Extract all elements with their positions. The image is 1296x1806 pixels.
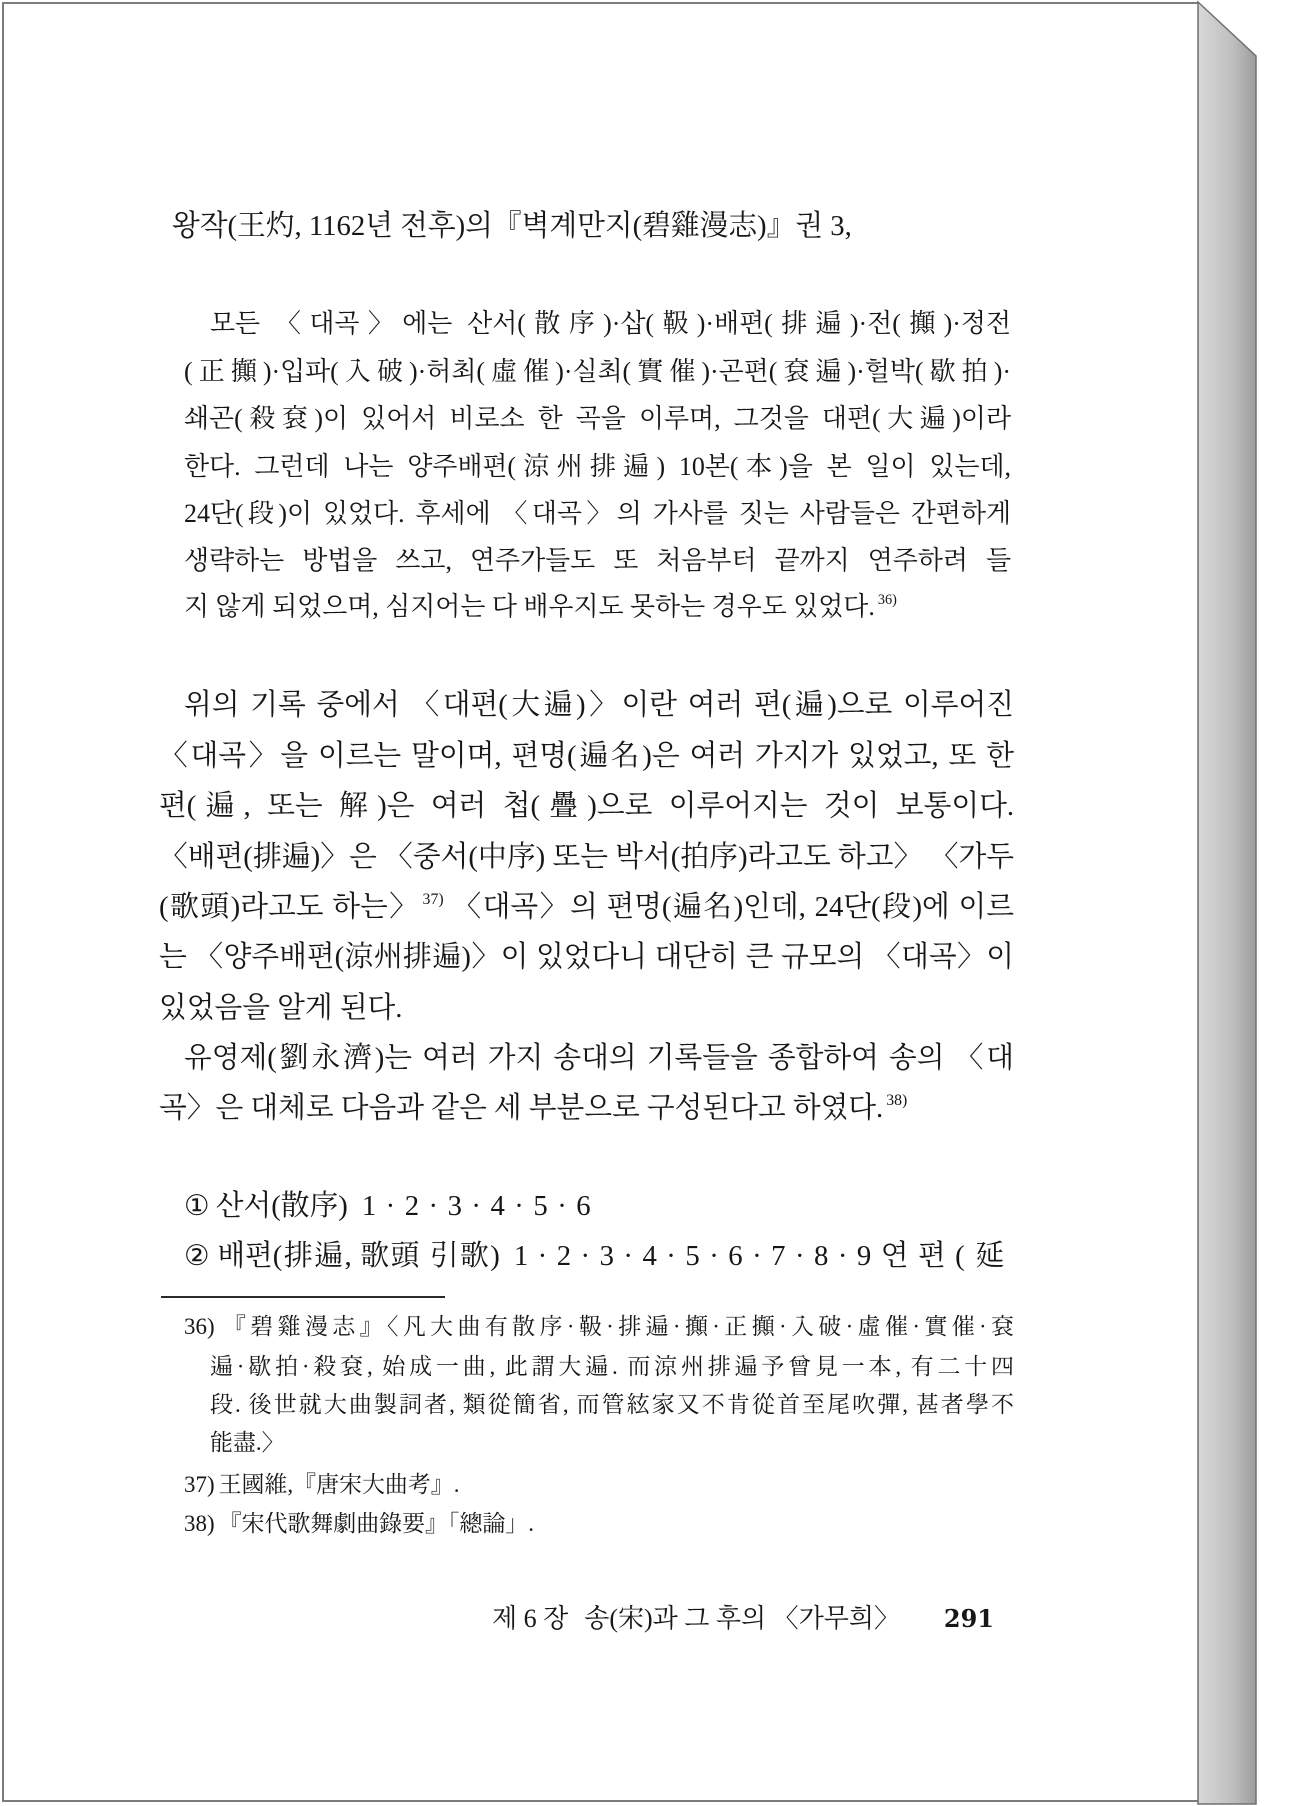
footnote-number: 38) [184, 1511, 215, 1536]
body-line-text: 〈배편(排遍)〉은 〈중서(中序) 또는 박서(拍序)라고도 하고〉 〈가두 [159, 841, 1014, 873]
footnote-line [184, 1311, 1014, 1343]
footnote-marker: 38) [886, 1092, 908, 1110]
quote-line-text: 24단(段)이 있었다. 후세에 〈대곡〉의 가사를 짓는 사람들은 간편하게 [184, 499, 1011, 528]
quote-line [210, 306, 1011, 342]
body-line-text: 곡〉은 대체로 다음과 같은 세 부분으로 구성된다고 하였다. [159, 1092, 884, 1124]
quote-line [184, 354, 1011, 390]
quote-line-text: 지 않게 되었으며, 심지어는 다 배우지도 못하는 경우도 있었다. [184, 592, 875, 621]
intro-line [172, 206, 1014, 246]
body-line-text: 편(遍, 또는 解)은 여러 첩(疊)으로 이루어지는 것이 보통이다. [159, 790, 1014, 822]
quote-line [184, 449, 1011, 485]
body-line [159, 887, 1014, 927]
footnote-line [210, 1351, 1014, 1383]
footnote-rule [161, 1296, 445, 1298]
body-line [159, 786, 1014, 826]
footnote-line [210, 1427, 1014, 1459]
body-line-text: (歌頭)라고도 하는〉 [159, 891, 420, 923]
body-line-text: 는 〈양주배편(涼州排遍)〉이 있었다니 대단히 큰 규모의 〈대곡〉이 [159, 941, 1014, 973]
footnote-line [184, 1508, 1014, 1540]
body-line [159, 988, 1014, 1028]
footnote-line [210, 1389, 1014, 1421]
list-marker: ② [184, 1240, 212, 1272]
quote-line-text: 모든 〈대곡〉에는 산서(散序)·삽(靸)·배편(排遍)·전(攧)·정전 [210, 309, 1011, 338]
quote-line-text: 한다. 그런데 나는 양주배편(涼州排遍) 10본(本)을 본 일이 있는데, [184, 452, 1011, 481]
quote-line-text: 생략하는 방법을 쓰고, 연주가들도 또 처음부터 끝까지 연주하려 들 [184, 546, 1011, 575]
body-line [159, 736, 1014, 776]
list-sequence: 1·2·3·4·5·6·7·8·9연편(延 [513, 1240, 1014, 1272]
list-item [184, 1236, 1014, 1276]
footnote-marker: 36) [877, 592, 897, 609]
footnote-marker: 37) [422, 891, 444, 909]
footnote-number: 36) [184, 1314, 215, 1339]
body-line [159, 937, 1014, 977]
chapter-label: 제 6 장 [492, 1604, 569, 1633]
body-line-text: 유영제(劉永濟)는 여러 가지 송대의 기록들을 종합하여 송의 〈대 [184, 1042, 1014, 1074]
footnote-text: 段. 後世就大曲製詞者, 類從簡省, 而管絃家又不肯從首至尾吹彈, 甚者學不 [210, 1392, 1014, 1417]
footnote-text: 『碧雞漫志』〈凡大曲有散序·靸·排遍·攧·正攧·入破·虛催·實催·袞 [218, 1314, 1014, 1339]
footnote-line [184, 1469, 1014, 1501]
list-term: 산서(散序) [215, 1190, 348, 1222]
body-line-text: 있었음을 알게 된다. [159, 992, 403, 1024]
body-line-text: 〈대곡〉을 이르는 말이며, 편명(遍名)은 여러 가지가 있었고, 또 한 [159, 740, 1014, 772]
list-term: 배편(排遍, 歌頭 引歌) [217, 1240, 500, 1272]
footnote-text: 能盡.〉 [210, 1430, 285, 1455]
footnote-text: 遍·歇拍·殺袞, 始成一曲, 此謂大遍. 而涼州排遍予曾見一本, 有二十四 [210, 1354, 1014, 1379]
footnote-number: 37) [184, 1472, 215, 1497]
list-item [184, 1186, 1014, 1226]
intro-text: 왕작(王灼, 1162년 전후)의『벽계만지(碧雞漫志)』권 3, [172, 210, 852, 242]
footnote-text: 『宋代歌舞劇曲錄要』「總論」. [218, 1511, 534, 1536]
body-line [159, 1088, 1014, 1128]
body-line [159, 837, 1014, 877]
quote-line-text: 쇄곤(殺袞)이 있어서 비로소 한 곡을 이루며, 그것을 대편(大遍)이라 [184, 404, 1011, 433]
page-number: 291 [943, 1604, 994, 1633]
body-line-text: 위의 기록 중에서 〈대편(大遍)〉이란 여러 편(遍)으로 이루어진 [184, 689, 1014, 721]
list-sequence: 1·2·3·4·5·6 [361, 1190, 601, 1222]
body-line-text: 〈대곡〉의 편명(遍名)인데, 24단(段)에 이르 [443, 891, 1014, 923]
list-marker: ① [184, 1190, 210, 1222]
quote-line [184, 496, 1011, 532]
quote-line-text: (正攧)·입파(入破)·허최(虛催)·실최(實催)·곤편(袞遍)·헐박(歇拍)· [184, 357, 1011, 386]
chapter-title: 송(宋)과 그 후의 〈가무희〉 [584, 1604, 900, 1633]
quote-line [184, 401, 1011, 437]
footnote-text: 王國維,『唐宋大曲考』. [218, 1472, 460, 1497]
body-line [184, 1038, 1014, 1078]
body-line [184, 685, 1014, 725]
running-footer [492, 1601, 994, 1637]
quote-line [184, 589, 1011, 625]
quote-line [184, 543, 1011, 579]
